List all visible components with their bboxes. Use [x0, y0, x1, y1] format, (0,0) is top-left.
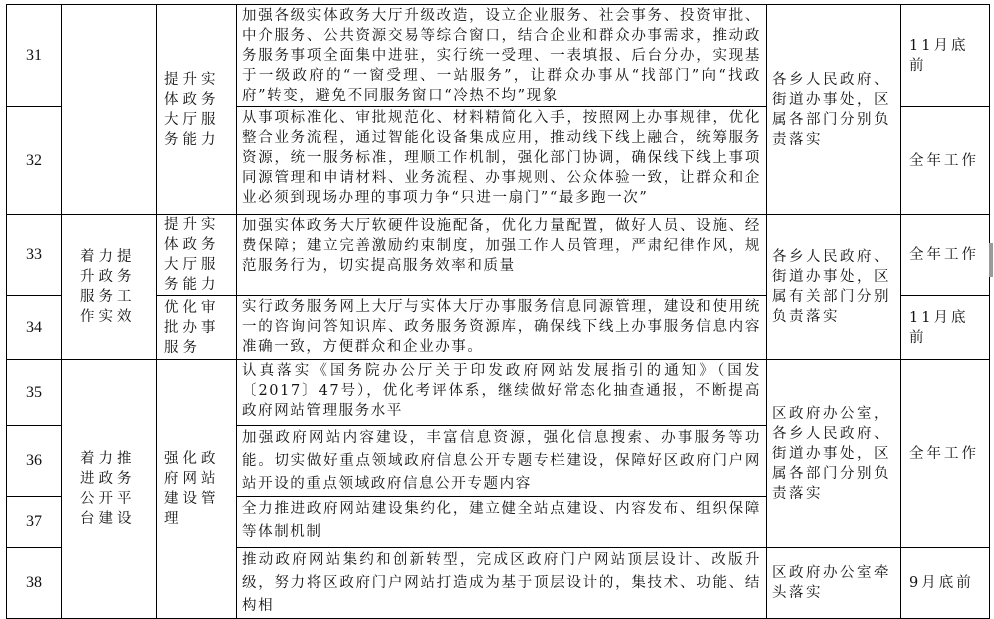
task-description: 加强政府网站内容建设，丰富信息资源，强化信息搜索、办事服务等功能。切实做好重点领域政府信息公开专题专栏建设，保障好区政府门户网站开设的重点领域政府信息公开专题内容	[237, 426, 767, 497]
task-table	[6, 4, 990, 619]
deadline: 9月底前	[901, 548, 990, 619]
category-cell: 着力推进政务公开平台建设	[62, 360, 157, 619]
deadline: 11月底前	[901, 296, 990, 360]
scrollbar-marker[interactable]	[989, 243, 993, 277]
table-row	[7, 360, 990, 426]
responsible-unit: 各乡人民政府、街道办事处，区属有关部门分别负责落实	[767, 215, 901, 360]
row-number: 34	[7, 296, 62, 360]
row-number: 37	[7, 497, 62, 548]
subcategory-cell: 优化审批办事服务	[157, 296, 237, 360]
row-number: 35	[7, 360, 62, 426]
subcategory-cell: 提升实体政务大厅服务能力	[157, 215, 237, 296]
table-row	[7, 215, 990, 296]
responsible-unit: 区政府办公室牵头落实	[767, 548, 901, 619]
task-description: 加强实体政务大厅软硬件设施配备，优化力量配置，做好人员、设施、经费保障；建立完善激励约束制度，加强工作人员管理，严肃纪律作风，规范服务行为，切实提高服务效率和质量	[237, 215, 767, 296]
table-row	[7, 5, 990, 107]
deadline: 全年工作	[901, 215, 990, 296]
task-description: 认真落实《国务院办公厅关于印发政府网站发展指引的通知》（国发〔2017〕47号），优化考评体系，继续做好常态化抽查通报，不断提高政府网站管理服务水平	[237, 360, 767, 426]
category-cell: 着力提升政务服务工作实效	[62, 215, 157, 360]
row-number: 32	[7, 107, 62, 215]
category-cell-empty	[62, 5, 157, 215]
task-description: 实行政务服务网上大厅与实体大厅办事服务信息同源管理，建设和使用统一的咨询问答知识库、政务服务资源库，确保线下线上办事服务信息内容准确一致，方便群众和企业办事。	[237, 296, 767, 360]
row-number: 38	[7, 548, 62, 619]
task-description: 加强各级实体政务大厅升级改造，设立企业服务、社会事务、投资审批、中介服务、公共资源交易等综合窗口，结合企业和群众办事需求，推动政务服务事项全面集中进驻，实行统一受理、一表填报、后台分办，实现基于一级政府的“一窗受理、一站服务”，让群众办事从“找部门”向“找政府”转变，避免不同服务窗口“冷热不均”现象	[237, 5, 767, 107]
row-number: 33	[7, 215, 62, 296]
responsible-unit: 区政府办公室，各乡人民政府、街道办事处，区属各部门分别负责落实	[767, 360, 901, 548]
deadline: 全年工作	[901, 107, 990, 215]
deadline: 全年工作	[901, 360, 990, 548]
task-description: 全力推进政府网站建设集约化，建立健全站点建设、内容发布、组织保障等体制机制	[237, 497, 767, 548]
row-number: 36	[7, 426, 62, 497]
task-description: 推动政府网站集约和创新转型，完成区政府门户网站顶层设计、改版升级，努力将区政府门户网站打造成为基于顶层设计的，集技术、功能、结构相	[237, 548, 767, 619]
responsible-unit: 各乡人民政府、街道办事处，区属各部门分别负责落实	[767, 5, 901, 215]
subcategory-cell: 强化政府网站建设管理	[157, 360, 237, 619]
deadline: 11月底前	[901, 5, 990, 107]
subcategory-cell: 提升实体政务大厅服务能力	[157, 5, 237, 215]
row-number: 31	[7, 5, 62, 107]
task-description: 从事项标准化、审批规范化、材料精简化入手，按照网上办事规律，优化整合业务流程，通过智能化设备集成应用，推动线下线上融合，统筹服务资源，统一服务标准，理顺工作机制，强化部门协调，确保线下线上事项同源管理和申请材料、业务流程、办事规则、公众体验一致，让群众和企业必须到现场办理的事项力争“只进一扇门”“最多跑一次”	[237, 107, 767, 215]
